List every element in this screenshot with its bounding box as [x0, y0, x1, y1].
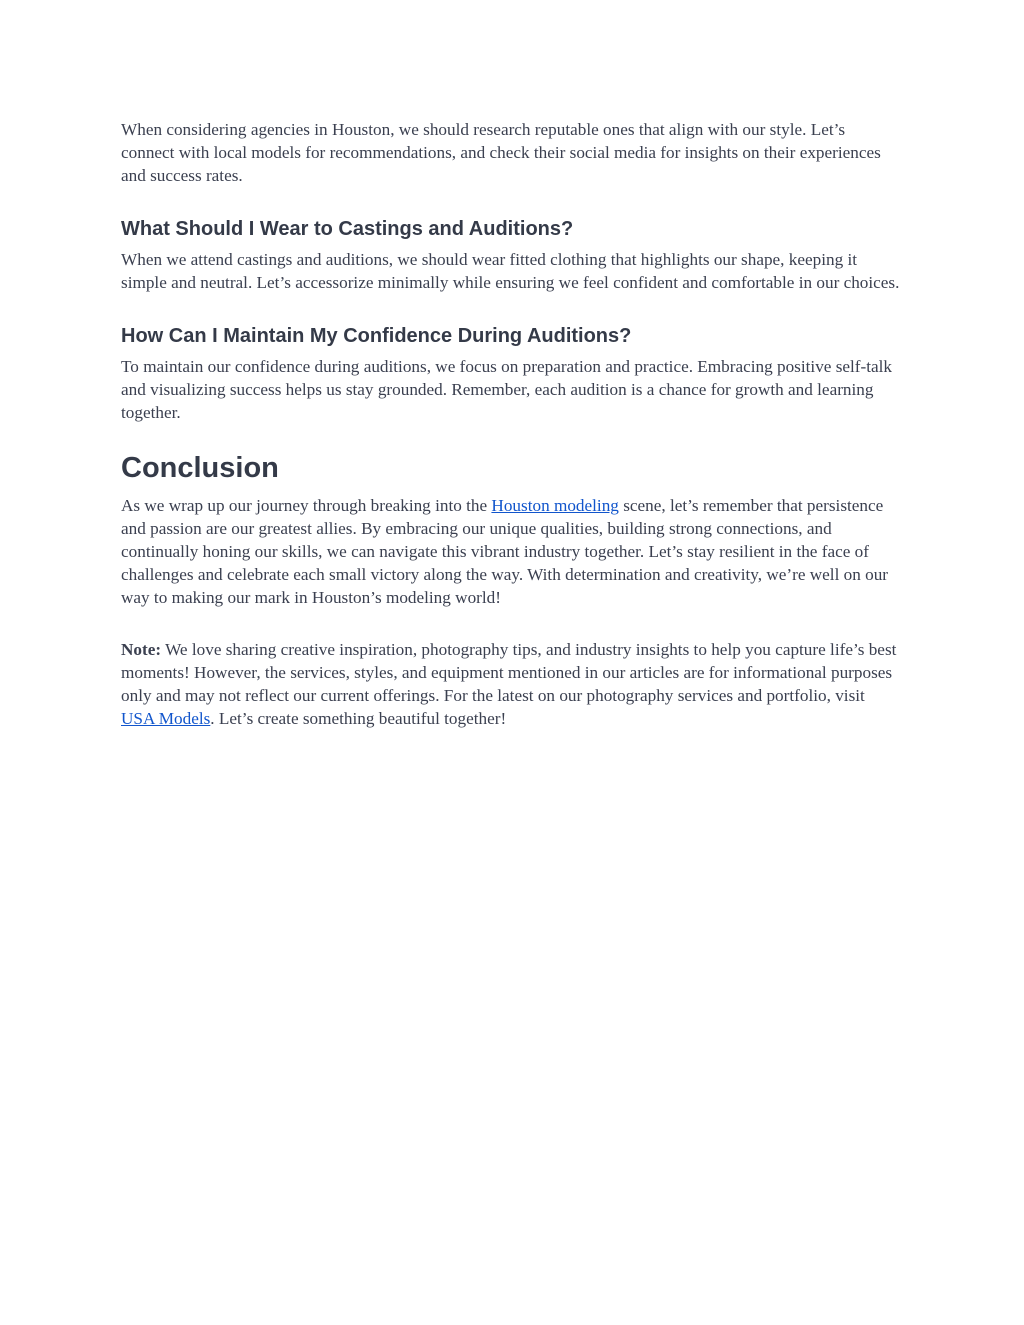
- faq-answer-confidence: To maintain our confidence during auditions, we focus on preparation and practice. Embracing positive self-talk and visualizing success helps us stay grounded. Remember, each audition is a chance for growth and learning together.: [121, 357, 893, 422]
- conclusion-heading: Conclusion: [121, 452, 279, 484]
- faq-question-confidence: How Can I Maintain My Confidence During Auditions?: [121, 325, 632, 347]
- houston-modeling-link[interactable]: Houston modeling: [491, 496, 619, 515]
- intro-paragraph: When considering agencies in Houston, we should research reputable ones that align with our style. Let’s connect with local models for recommendations, and check their social media for insights on their experiences and success rates.: [121, 120, 881, 185]
- note-text-end: . Let’s create something beautiful together!: [210, 709, 507, 728]
- note-text-start: We love sharing creative inspiration, photography tips, and industry insights to help you capture life’s best moments! However, the services, styles, and equipment mentioned in our articles are for informational purposes only and may not reflect our current offerings. For the latest on our photography services and portfolio, visit: [121, 640, 897, 705]
- spacer: [121, 486, 901, 494]
- faq-answer-what-to-wear: When we attend castings and auditions, we should wear fitted clothing that highlights our shape, keeping it simple and neutral. Let’s accessorize minimally while ensuring we feel confident and comfortable in our choices.: [121, 250, 900, 292]
- spacer: [121, 294, 901, 323]
- usa-models-link[interactable]: USA Models: [121, 709, 211, 728]
- conclusion-text-end: scene, let’s remember that persistence and passion are our greatest allies. By embracing our unique qualities, building strong connections, and continually honing our skills, we can navigate this vibrant industry together. Let’s stay resilient in the face of challenges and celebrate each small victory along the way. With determination and creativity, we’re well on our way to making our mark in Houston’s modeling world!: [121, 496, 889, 607]
- spacer: [121, 424, 901, 450]
- spacer: [121, 187, 901, 216]
- document-page: [121, 118, 901, 730]
- spacer: [121, 609, 901, 638]
- note-paragraph: [121, 638, 901, 730]
- note-label: Note:: [121, 640, 162, 659]
- conclusion-paragraph: [121, 494, 901, 609]
- faq-question-what-to-wear: What Should I Wear to Castings and Auditions?: [121, 218, 574, 240]
- conclusion-text-start: As we wrap up our journey through breaking into the: [121, 496, 492, 515]
